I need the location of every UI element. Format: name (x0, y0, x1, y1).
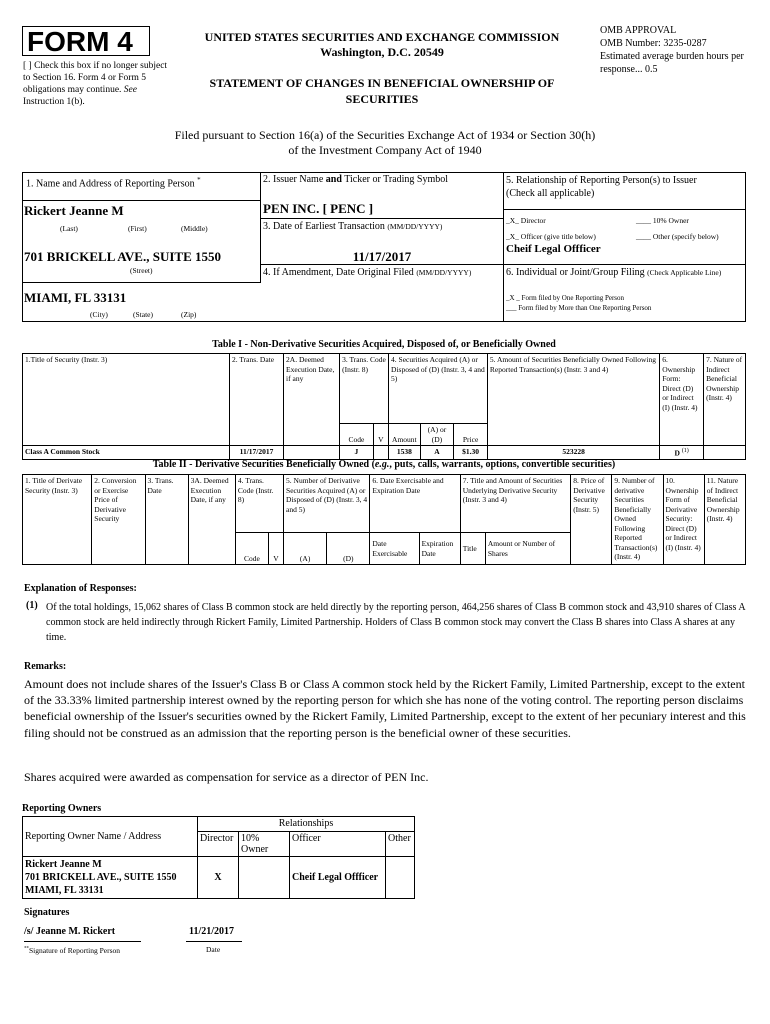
t2-h8: 8. Price of Derivative Security (Instr. 5) (571, 475, 612, 565)
signature-date: 11/21/2017 (189, 926, 235, 937)
box2-label-pre: 2. Issuer Name (263, 174, 324, 185)
omb-number: OMB Number: 3235-0287 (600, 38, 707, 49)
owners-col-other: Other (386, 832, 415, 857)
box1-label (26, 176, 201, 189)
box3-label-text: 3. Date of Earliest Transaction (263, 221, 385, 232)
box3-label-format: (MM/DD/YYYY) (387, 222, 443, 231)
form-title: FORM 4 (22, 26, 150, 56)
label-first: (First) (128, 224, 147, 233)
label-zip: (Zip) (181, 310, 197, 319)
t1-row-form (660, 446, 704, 460)
t2-h3: 3. Trans. Date (145, 475, 188, 565)
owners-table (22, 816, 415, 899)
box4-label-format: (MM/DD/YYYY) (416, 268, 472, 277)
table2 (22, 474, 746, 565)
t1-row-title: Class A Common Stock (23, 446, 230, 460)
box2-label (263, 174, 448, 185)
t1-sub-aord: (A) or (D) (420, 424, 454, 446)
omb-approval: OMB APPROVAL (600, 25, 677, 36)
statement-title: STATEMENT OF CHANGES IN BENEFICIAL OWNERSHIP OF SECURITIES (209, 76, 555, 106)
other-check: ____ Other (specify below) (636, 232, 719, 241)
owner-name: Rickert Jeanne M (25, 859, 102, 870)
t1-sub-price: Price (454, 424, 488, 446)
remarks-paragraph-1: Amount does not include shares of the Issuer's Class B or Class A common stock held by the Rickert Family, Limited Partnership, except to the extent of the 33.33% limited partnership interest owned by the reporting person for which she has none of the voting control. The reporting person disclaims beneficial ownership of the Issuer's securities owned by the Rickert Family, Limited Partnership, except to the extent of her pecuniary interest and this filing should not be construed as an admission that the reporting person is the beneficial owner of these securities. (24, 677, 746, 740)
t1-row-deemed (284, 446, 340, 460)
reporting-person-name: Rickert Jeanne M (24, 203, 124, 218)
t2-sub-code: Code (235, 533, 268, 565)
owners-heading: Reporting Owners (22, 803, 102, 814)
t1-h2: 2. Trans. Date (230, 354, 284, 446)
t1-h1: 1.Title of Security (Instr. 3) (23, 354, 230, 446)
owner-officer: Cheif Legal Offficer (290, 857, 386, 899)
t1-row-aord: A (420, 446, 454, 460)
footnote-link[interactable]: (1) (681, 448, 689, 454)
t2-h6: 6. Date Exercisable and Expiration Date (370, 475, 460, 533)
t2-h11: 11. Nature of Indirect Beneficial Ownership (Instr. 4) (704, 475, 745, 565)
owner-director: X (198, 857, 239, 899)
signatures-heading: Signatures (24, 907, 70, 918)
t1-h3: 3. Trans. Code (Instr. 8) (340, 354, 389, 424)
label-middle: (Middle) (181, 224, 208, 233)
signature-label (24, 946, 120, 955)
filing-more: ___ Form filed by More than One Reporting Person (506, 304, 652, 312)
table2-title-post: , puts, calls, warrants, options, convertible securities) (389, 459, 616, 470)
filed-pursuant: Filed pursuant to Section 16(a) of the Securities Exchange Act of 1934 or Section 30(h) of the Investment Company Act of 1940 (174, 128, 596, 157)
box5-sub: (Check all applicable) (506, 188, 595, 199)
t2-h5: 5. Number of Derivative Securities Acquired (A) or Disposed of (D) (Instr. 3, 4 and 5) (284, 475, 370, 533)
checkbox-see: See (123, 85, 137, 95)
t1-sub-code: Code (340, 424, 374, 446)
t1-row-amount: 1538 (389, 446, 421, 460)
box3-label (263, 221, 442, 232)
table1 (22, 353, 746, 460)
t2-h2: 2. Conversion or Exercise Price of Derivative Security (92, 475, 145, 565)
box2-label-and: and (325, 174, 342, 185)
table-row (23, 857, 415, 899)
t2-sub-a: (A) (284, 533, 327, 565)
filing-one: _X _ Form filed by One Reporting Person (506, 294, 625, 302)
t2-h10: 10. Ownership Form of Derivative Security: Direct (D) or Indirect (I) (Instr. 4) (663, 475, 704, 565)
remarks-paragraph-2: Shares acquired were awarded as compensation for service as a director of PEN Inc. (24, 770, 429, 784)
street-address: 701 BRICKELL AVE., SUITE 1550 (24, 249, 221, 264)
city-state-zip: MIAMI, FL 33131 (24, 290, 127, 305)
signature-stars: ** (24, 946, 29, 952)
signature-value: /s/ Jeanne M. Rickert (24, 926, 116, 937)
date-label: Date (206, 945, 221, 954)
t2-sub-d: (D) (327, 533, 370, 565)
footnote-text: Of the total holdings, 15,062 shares of Class B common stock are held directly by the reporting person, 464,256 shares of Class B common stock and 43,910 shares of Class A common stock are held indirectly through Rickert Family, Limited Partnership. Holders of Class B common stock may convert the Class B shares into Class A shares at any time. (46, 602, 746, 643)
t2-sub-amount: Amount or Number of Shares (485, 533, 570, 565)
label-street: (Street) (130, 266, 153, 275)
label-city: (City) (90, 310, 108, 319)
earliest-transaction-date: 11/17/2017 (352, 249, 412, 264)
owners-col-officer: Officer (290, 832, 386, 857)
table-row (23, 446, 746, 460)
officer-check: _X_ Officer (give title below) (506, 232, 596, 241)
t1-sub-v: V (373, 424, 388, 446)
checkbox-note-text: [ ] Check this box if no longer subject to Section 16. Form 4 or Form 5 obligations may continue. (23, 61, 168, 95)
director-check: _X_ Director (506, 216, 546, 225)
box5-label-text: 5. Relationship of Reporting Person(s) to Issuer (506, 175, 697, 186)
owner-address-2: MIAMI, FL 33131 (25, 885, 104, 896)
t1-row-v (373, 446, 388, 460)
table2-title (22, 459, 746, 470)
box1-star: * (197, 176, 201, 184)
remarks-heading: Remarks: (24, 661, 67, 672)
explanation-heading: Explanation of Responses: (24, 583, 137, 594)
ten-pct-check: ____ 10% Owner (636, 216, 689, 225)
t1-row-form-value: D (674, 448, 680, 458)
t1-row-nature (704, 446, 746, 460)
t2-h4: 4. Trans. Code (Instr. 8) (235, 475, 283, 533)
t1-h7: 7. Nature of Indirect Beneficial Ownership (Instr. 4) (704, 354, 746, 446)
label-last: (Last) (60, 224, 78, 233)
t2-h1: 1. Title of Derivate Security (Instr. 3) (23, 475, 92, 565)
box5-label (506, 174, 744, 200)
officer-title: Cheif Legal Offficer (506, 243, 601, 255)
commission-city: Washington, D.C. 20549 (320, 45, 444, 59)
owner-cell (23, 857, 198, 899)
t2-sub-exp: Expiration Date (419, 533, 460, 565)
t1-row-date: 11/17/2017 (230, 446, 284, 460)
box1-label-text: 1. Name and Address of Reporting Person (26, 178, 195, 190)
checkbox-note (23, 60, 173, 108)
box2-label-post: Ticker or Trading Symbol (344, 174, 449, 185)
t2-h9: 9. Number of derivative Securities Beneficially Owned Following Reported Transaction(s) (Instr. 4) (612, 475, 663, 565)
box4-label-text: 4. If Amendment, Date Original Filed (263, 267, 414, 278)
t2-h3a: 3A. Deemed Execution Date, if any (188, 475, 235, 565)
t1-row-owned: 523228 (487, 446, 659, 460)
table1-title: Table I - Non-Derivative Securities Acquired, Disposed of, or Beneficially Owned (212, 339, 556, 350)
box6-label-sub: (Check Applicable Line) (647, 268, 722, 277)
signature-label-text: Signature of Reporting Person (29, 946, 121, 955)
footnote-number: (1) (26, 600, 38, 611)
t2-sub-title: Title (460, 533, 485, 565)
t1-h2a: 2A. Deemed Execution Date, if any (284, 354, 340, 446)
table2-title-eg: e.g. (374, 459, 390, 470)
box6-label (506, 267, 721, 278)
owners-col-director: Director (198, 832, 239, 857)
owners-col-relationships: Relationships (198, 817, 415, 832)
t2-sub-v: V (268, 533, 283, 565)
t1-h6: 6. Ownership Form: Direct (D) or Indirect (I) (Instr. 4) (660, 354, 704, 446)
t1-h4: 4. Securities Acquired (A) or Disposed of (D) (Instr. 3, 4 and 5) (389, 354, 488, 424)
omb-burden: Estimated average burden hours per response... 0.5 (600, 51, 744, 75)
t2-h7: 7. Title and Amount of Securities Underlying Derivative Security (Instr. 3 and 4) (460, 475, 570, 533)
table2-title-pre: Table II - Derivative Securities Beneficially Owned ( (152, 459, 375, 470)
owner-address-1: 701 BRICKELL AVE., SUITE 1550 (25, 872, 177, 883)
issuer-name: PEN INC. [ PENC ] (263, 201, 374, 216)
owners-col-ten: 10% Owner (239, 832, 290, 857)
omb-box (600, 24, 760, 76)
t2-sub-date-ex: Date Exercisable (370, 533, 419, 565)
owner-ten (239, 857, 290, 899)
box6-label-text: 6. Individual or Joint/Group Filing (506, 267, 645, 278)
owner-other (386, 857, 415, 899)
t1-row-code: J (340, 446, 374, 460)
checkbox-instruction: Instruction 1(b). (23, 97, 85, 107)
t1-h5: 5. Amount of Securities Beneficially Owned Following Reported Transaction(s) (Instr. 3 and 4) (487, 354, 659, 446)
t1-sub-amount: Amount (389, 424, 421, 446)
owners-col-name: Reporting Owner Name / Address (23, 817, 198, 857)
t1-row-price: $1.30 (454, 446, 488, 460)
box4-label (263, 267, 471, 278)
label-state: (State) (133, 310, 153, 319)
commission-name: UNITED STATES SECURITIES AND EXCHANGE COMMISSION (204, 30, 560, 44)
